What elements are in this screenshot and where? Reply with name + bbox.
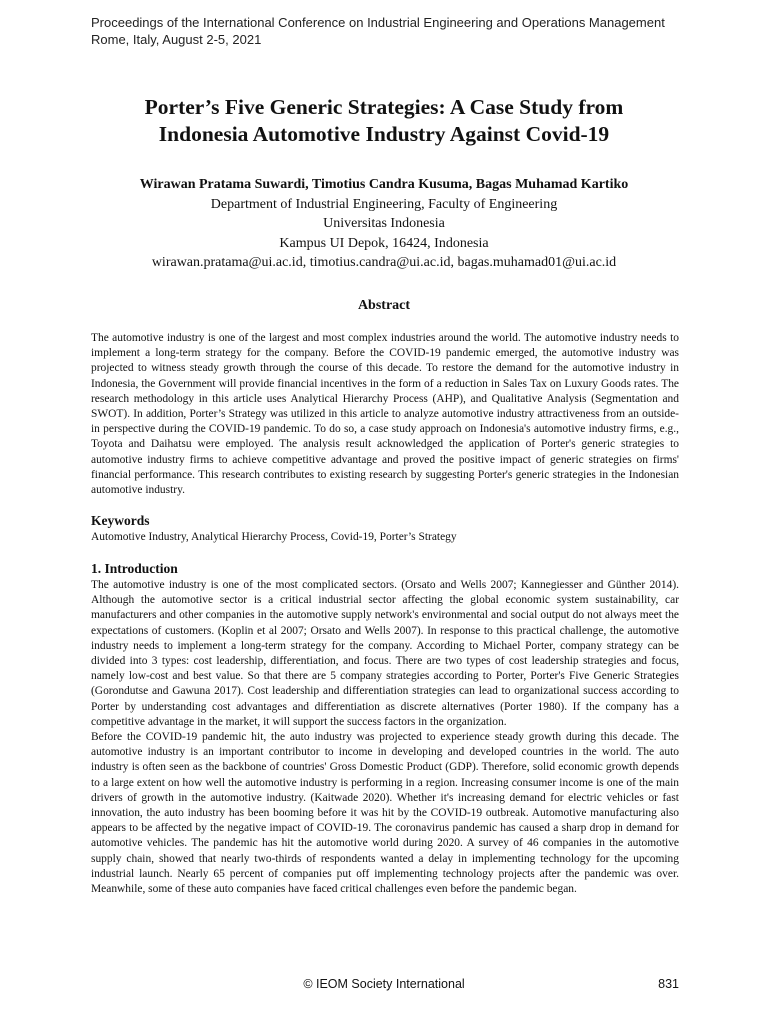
affiliation-address: Kampus UI Depok, 16424, Indonesia <box>279 235 489 251</box>
introduction-paragraph-1: The automotive industry is one of the most complicated sectors. (Orsato and Wells 2007; Kannegiesser and Günther 2014). Although the automotive sector is a critical industrial sector affecting the global economic system sustainability, car manufacturers and other companies in the automotive supply network's environmental and social output do not always meet the expectations of customers. (Koplin et al 2007; Orsato and Wells 2007). In response to this practical challenge, the automotive industry needs to implement a long-term strategy for the company. According to Michael Porter, company strategy can be divided into 3 types: cost leadership, differentiation, and focus. There are two types of cost leadership strategies and focus, namely low-cost and best value. So that there are 5 company strategies according to Porter, Porter's Five Generic Strategies (Gorondutse and Gawuna 2017). Cost leadership and differentiation strategies can lead to organizational success according to Porter by understanding cost advantages and differentiation as discrete alternatives (Porter 1980). If the company has a competitive advantage in the market, it will support the success factors in the organization. <box>91 579 679 728</box>
paper-title <box>60 94 708 148</box>
footer-copyright: © IEOM Society International <box>303 977 465 991</box>
abstract-text <box>91 331 679 498</box>
abstract-heading: Abstract <box>357 298 411 313</box>
author-block <box>60 175 708 273</box>
abstract-paragraph: The automotive industry is one of the largest and most complex industries around the world. The automotive industry needs to implement a long-term strategy for the company. Before the COVID-19 pandemic emerged, the automotive industry was projected to witness steady growth through the course of this decade. To restore the demand for the automotive industry in Indonesia, the Government will provide financial incentives in the form of a reduction in Sales Tax on Luxury Goods rates. The research methodology in this article uses Analytical Hierarchy Process (AHP), and Qualitative Analysis (Segmentation and SWOT). In addition, Porter’s Strategy was utilized in this article to analyze automotive industry attractiveness from an outside-in perspective during the COVID-19 pandemic. To do so, a case study approach on Indonesia's automotive industry firms, e.g., Toyota and Daihatsu were employed. The analysis result acknowledged the application of Porter's generic strategies to automotive industry firms to achieve competitive advantage and proved the positive impact of generic strategies on firms' financial performance. This research contributes to existing research by suggesting Porter's generic strategies in the Indonesian automotive industry. <box>91 332 679 497</box>
conference-location-date: Rome, Italy, August 2-5, 2021 <box>91 32 262 47</box>
author-emails: wirawan.pratama@ui.ac.id, timotius.candra@ui.ac.id, bagas.muhamad01@ui.ac.id <box>151 255 617 270</box>
introduction-body <box>91 578 679 897</box>
title-line-1: Porter’s Five Generic Strategies: A Case Study from <box>144 95 624 119</box>
affiliation-university: Universitas Indonesia <box>323 216 445 231</box>
affiliation-department: Department of Industrial Engineering, Faculty of Engineering <box>210 196 558 212</box>
introduction-heading: 1. Introduction <box>91 561 178 576</box>
running-header <box>91 14 691 48</box>
title-line-2: Indonesia Automotive Industry Against Covid-19 <box>158 122 610 146</box>
footer-page-number: 831 <box>658 977 679 991</box>
introduction-paragraph-2: Before the COVID-19 pandemic hit, the auto industry was projected to experience steady growth during this decade. The automotive industry is an important contributor to income in developing and developed countries in the world. The auto industry is often seen as the backbone of countries' Gross Domestic Product (GDP). Therefore, solid economic growth depends to a large extent on how well the automotive industry is performing in a region. Increasing consumer income is one of the main drivers of growth in the automotive industry. (Kaitwade 2020). Whether it's increasing demand for electric vehicles or fast innovation, the auto industry has been booming before it was hit by the COVID-19 outbreak. Automotive manufacturing also appears to be affected by the negative impact of COVID-19. The coronavirus pandemic has caused a sharp drop in demand for automotive vehicles. The pandemic has hit the automotive world during 2020. A survey of 46 companies in the automotive supply chain, showed that nearly two-thirds of respondents wanted a delay in implementing technology for the upcoming industrial launch. Nearly 65 percent of companies put off implementing technology projects after the pandemic was over. Meanwhile, some of these auto companies have faced critical challenges even before the pandemic began. <box>91 731 679 896</box>
keywords-heading: Keywords <box>91 513 150 528</box>
keywords-text: Automotive Industry, Analytical Hierarchy Process, Covid-19, Porter’s Strategy <box>91 531 457 543</box>
author-names: Wirawan Pratama Suwardi, Timotius Candra Kusuma, Bagas Muhamad Kartiko <box>139 177 629 192</box>
conference-name: Proceedings of the International Conference on Industrial Engineering and Operations Management <box>91 15 665 30</box>
